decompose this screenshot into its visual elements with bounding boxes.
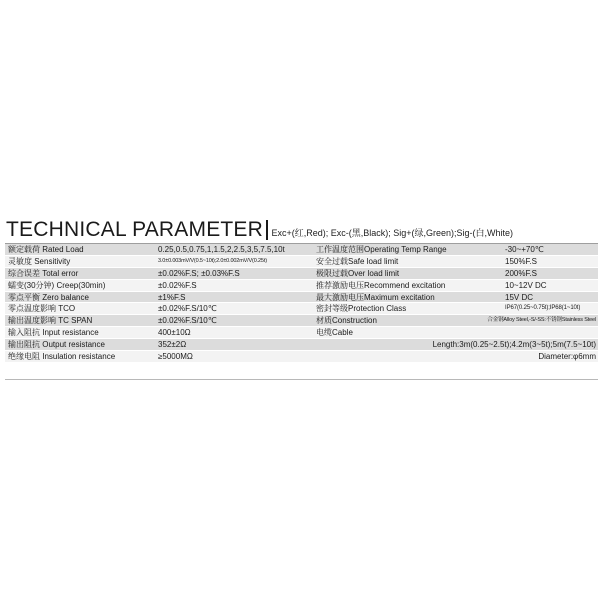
param-value: 合金钢Alloy Steel,-S/-SS:不锈钢Stainless Steel <box>487 317 596 324</box>
table-row <box>5 327 598 339</box>
param-value: ±0.02%F.S/10℃ <box>158 304 217 314</box>
title-divider <box>266 220 268 240</box>
param-name: 输入阻抗 Input resistance <box>8 328 99 338</box>
param-value: ±0.02%F.S <box>158 280 197 290</box>
table-row <box>5 339 598 351</box>
param-name: 输出阻抗 Output resistance <box>8 340 105 350</box>
param-value: ±1%F.S <box>158 292 186 302</box>
param-name: 工作温度范围Operating Temp Range <box>316 245 447 254</box>
param-value: 352±2Ω <box>158 340 187 350</box>
param-value: 0.25,0.5,0.75,1,1.5,2,2.5,3,5,7.5,10t <box>158 245 285 254</box>
table-row <box>5 256 598 268</box>
param-value: 150%F.S <box>505 256 538 266</box>
table-row <box>5 292 598 304</box>
page-title: TECHNICAL PARAMETER <box>6 218 263 241</box>
parameter-table <box>5 243 598 363</box>
param-name: 灵敏度 Sensitivity <box>8 256 71 266</box>
table-row <box>5 280 598 292</box>
param-name: 推荐激励电压Recommend excitation <box>316 280 446 290</box>
param-value: IP67(0.25~0.75t);IP68(1~10t) <box>505 305 581 312</box>
param-value: 15V DC <box>505 292 534 302</box>
table-row <box>5 315 598 327</box>
table-row <box>5 303 598 315</box>
param-value: ≥5000MΩ <box>158 352 193 362</box>
param-value: 3.0±0.003mV/V(0.5~10t);2.0±0.002mV/V(0.25t) <box>158 257 267 264</box>
wiring-legend: Exc+(红,Red); Exc-(黑,Black); Sig+(绿,Green);Sig-(白,White) <box>271 228 514 238</box>
param-value: 400±10Ω <box>158 328 191 338</box>
table-row <box>5 244 598 256</box>
param-name: 最大激励电压Maximum excitation <box>316 292 435 302</box>
param-name: 输出温度影响 TC SPAN <box>8 316 93 326</box>
param-value: Length:3m(0.25~2.5t);4.2m(3~5t);5m(7.5~10t) <box>432 340 596 350</box>
table-row <box>5 268 598 280</box>
header <box>6 216 596 242</box>
table-bottom-rule <box>5 379 598 380</box>
table-row <box>5 351 598 363</box>
param-name: 安全过载Safe load limit <box>316 256 399 266</box>
param-name: 密封等级Protection Class <box>316 304 407 314</box>
param-name: 零点平衡 Zero balance <box>8 292 89 302</box>
param-name: 材质Construction <box>316 316 377 326</box>
param-name: 零点温度影响 TCO <box>8 304 76 314</box>
param-value: 200%F.S <box>505 268 538 278</box>
param-name: 电缆Cable <box>316 328 353 338</box>
param-value: Diameter:φ6mm <box>538 352 596 362</box>
param-value: 10~12V DC <box>505 280 547 290</box>
param-value: ±0.02%F.S; ±0.03%F.S <box>158 268 240 278</box>
param-name: 蠕变(30分钟) Creep(30min) <box>8 280 106 290</box>
param-value: ±0.02%F.S/10℃ <box>158 316 217 326</box>
param-value: -30~+70℃ <box>505 245 544 254</box>
param-name: 极限过载Over load limit <box>316 268 400 278</box>
param-name: 综合误差 Total error <box>8 268 79 278</box>
param-name: 绝缘电阻 Insulation resistance <box>8 352 116 362</box>
param-name: 额定载荷 Rated Load <box>8 245 84 254</box>
